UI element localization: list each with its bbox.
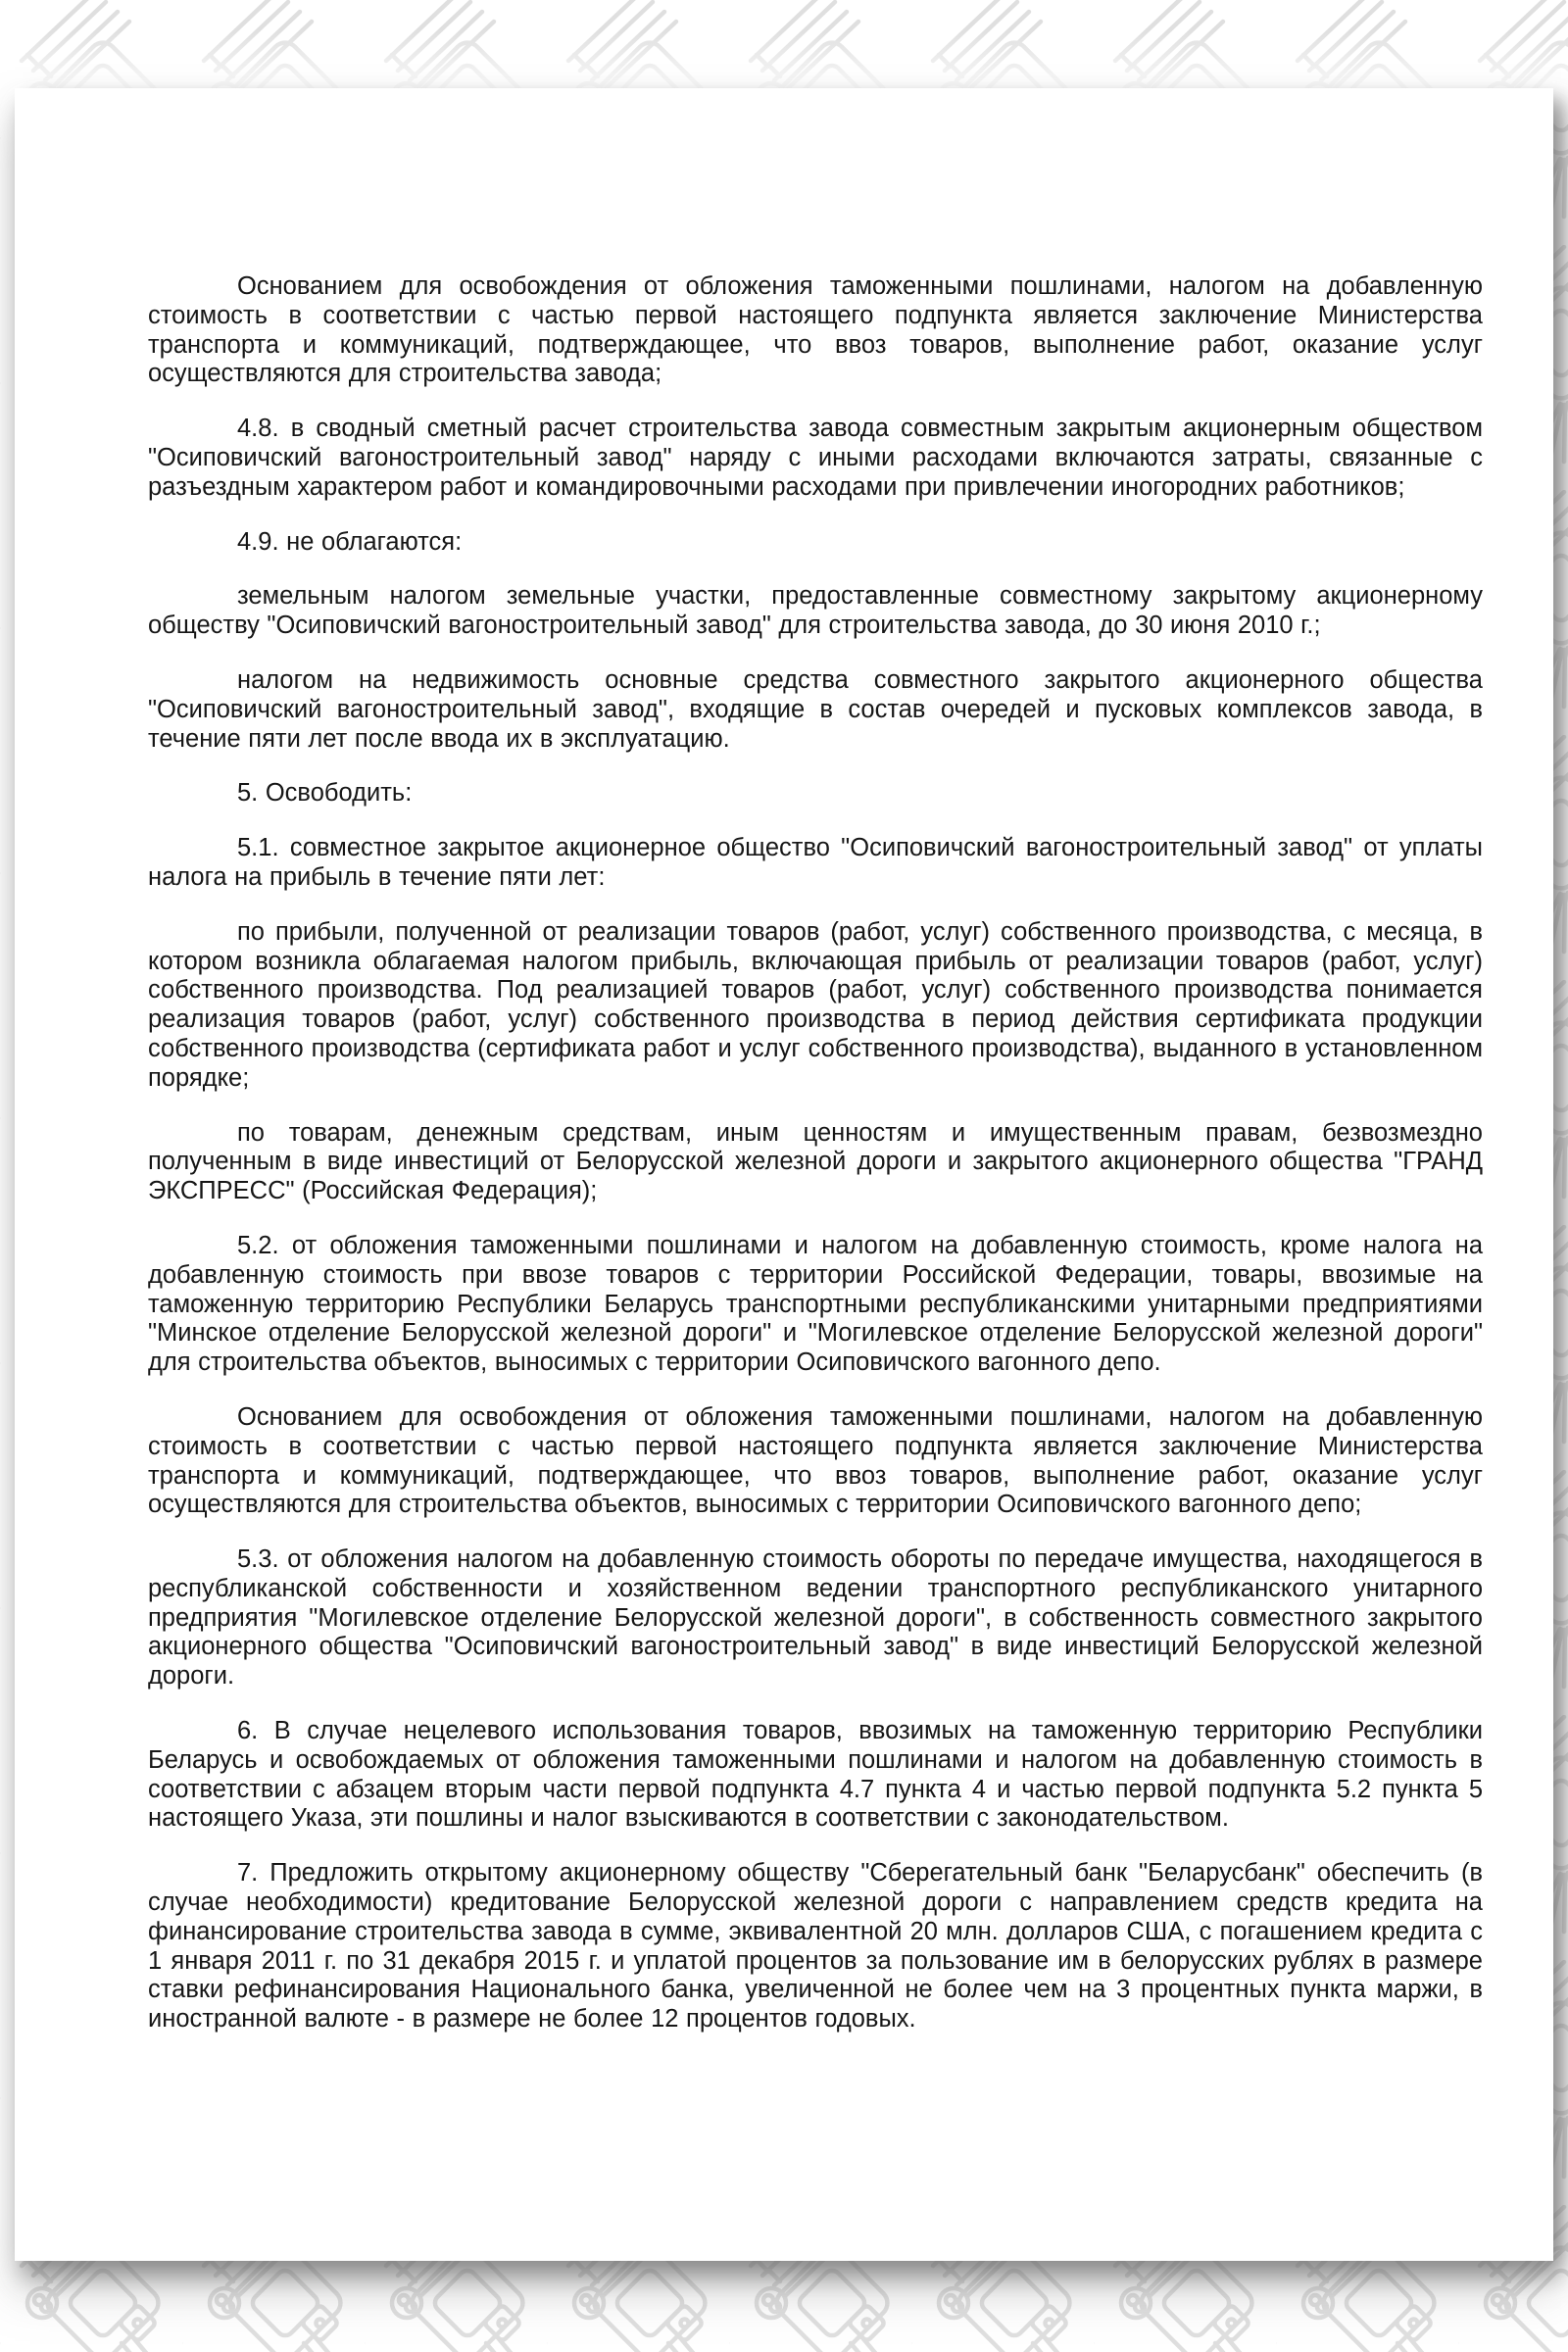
document-content <box>15 88 1553 2034</box>
paragraph: по прибыли, полученной от реализации товаров (работ, услуг) собственного производства, с месяца, в котором возникла облагаемая налогом прибыль, включающая прибыль от реализации товаров (работ, услуг) собственного производства. Под реализацией товаров (работ, услуг) собственного производства понимается реализация товаров (работ, услуг) собственного производства в период действия сертификата продукции собственного производства (сертификата работ и услуг собственного производства), выданного в установленном порядке; <box>148 917 1483 1092</box>
paragraph: налогом на недвижимость основные средства совместного закрытого акционерного общества "Осиповичский вагоностроительный завод", входящие в состав очередей и пусковых комплексов завода, в течение пяти лет после ввода их в эксплуатацию. <box>148 665 1483 753</box>
paragraph: Основанием для освобождения от обложения таможенными пошлинами, налогом на добавленную стоимость в соответствии с частью первой настоящего подпункта является заключение Министерства транспорта и коммуникаций, подтверждающее, что ввоз товаров, выполнение работ, оказание услуг осуществляются для строительства объектов, выносимых с территории Осиповичского вагонного депо; <box>148 1402 1483 1519</box>
paragraph: земельным налогом земельные участки, предоставленные совместному закрытому акционерному обществу "Осиповичский вагоностроительный завод" для строительства завода, до 30 июня 2010 г.; <box>148 582 1483 640</box>
paragraph: 5.1. совместное закрытое акционерное общество "Осиповичский вагоностроительный завод" от уплаты налога на прибыль в течение пяти лет: <box>148 834 1483 891</box>
paragraph: 5.3. от обложения налогом на добавленную стоимость обороты по передаче имущества, находящегося в республиканской собственности и хозяйственном ведении транспортного республиканского унитарного предприятия "Могилевское отделение Белорусской железной дороги", в собственность совместного закрытого акционерного общества "Осиповичский вагоностроительный завод" в виде инвестиций Белорусской железной дороги. <box>148 1545 1483 1690</box>
paragraph: 5. Освободить: <box>237 779 413 808</box>
paragraph: 7. Предложить открытому акционерному обществу "Сберегательный банк "Беларусбанк" обеспечить (в случае необходимости) кредитование Белорусской железной дороги с направлением средств кредита на финансирование строительства завода в сумме, эквивалентной 20 млн. долларов США, с погашением кредита с 1 января 2011 г. по 31 декабря 2015 г. и уплатой процентов за пользование им в белорусских рублях в размере ставки рефинансирования Национального банка, увеличенной не более чем на 3 процентных пункта маржи, в иностранной валюте - в размере не более 12 процентов годовых. <box>148 1859 1483 2034</box>
paragraph: 4.9. не облагаются: <box>237 527 463 556</box>
paragraph: 6. В случае нецелевого использования товаров, ввозимых на таможенную территорию Республики Беларусь и освобождаемых от обложения таможенными пошлинами и налогом на добавленную стоимость в соответствии с абзацем вторым части первой подпункта 4.7 пункта 4 и частью первой подпункта 5.2 пункта 5 настоящего Указа, эти пошлины и налог взыскиваются в соответствии с законодательством. <box>148 1717 1483 1833</box>
paragraph: Основанием для освобождения от обложения таможенными пошлинами, налогом на добавленную стоимость в соответствии с частью первой настоящего подпункта является заключение Министерства транспорта и коммуникаций, подтверждающее, что ввоз товаров, выполнение работ, оказание услуг осуществляются для строительства завода; <box>148 272 1483 388</box>
paragraph: по товарам, денежным средствам, иным ценностям и имущественным правам, безвозмездно полученным в виде инвестиций от Белорусской железной дороги и закрытого акционерного общества "ГРАНД ЭКСПРЕСС" (Российская Федерация); <box>148 1118 1483 1205</box>
document-page <box>15 88 1553 2261</box>
paragraph: 5.2. от обложения таможенными пошлинами и налогом на добавленную стоимость, кроме налога на добавленную стоимость при ввозе товаров с территории Российской Федерации, товары, ввозимые на таможенную территорию Республики Беларусь транспортными республиканскими унитарными предприятиями "Минское отделение Белорусской железной дороги" и "Могилевское отделение Белорусской железной дороги" для строительства объектов, выносимых с территории Осиповичского вагонного депо. <box>148 1231 1483 1377</box>
paragraph: 4.8. в сводный сметный расчет строительства завода совместным закрытым акционерным обществом "Осиповичский вагоностроительный завод" наряду с иными расходами включаются затраты, связанные с разъездным характером работ и командировочными расходами при привлечении иногородних работников; <box>148 415 1483 501</box>
